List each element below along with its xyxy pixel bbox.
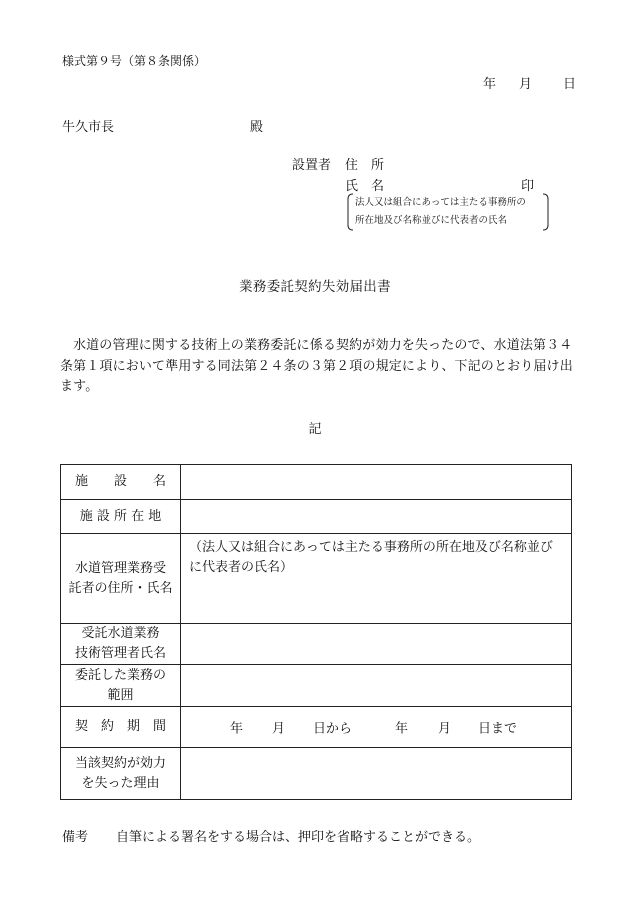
termination-reason-label-line1: 当該契約が効力 <box>74 755 166 771</box>
contractor-label-line2: 託者の住所・氏名 <box>68 580 173 596</box>
applicant-note-line1: 法人又は組合にあっては主たる事務所の <box>355 197 526 208</box>
facility-location-label: 施 設 所 在 地 <box>61 500 181 534</box>
period-to-year: 年 <box>395 721 409 737</box>
notes-text: 自筆による署名をする場合は、押印を省略することができる。 <box>116 830 481 845</box>
period-from-year: 年 <box>230 721 244 737</box>
seal-mark: 印 <box>521 179 535 194</box>
table-row <box>61 465 572 500</box>
termination-reason-label-line2: を失った理由 <box>81 775 160 791</box>
table-row <box>61 665 572 707</box>
document-title: 業務委託契約失効届出書 <box>239 279 391 295</box>
applicant-name-label: 氏 名 <box>345 179 385 194</box>
facility-location-field[interactable] <box>181 500 572 534</box>
applicant-note-line2: 所在地及び名称並びに代表者の氏名 <box>355 215 508 226</box>
table-row <box>61 707 572 748</box>
table-row <box>61 624 572 665</box>
contract-period-label: 契 約 期 間 <box>61 707 181 748</box>
tech-manager-field[interactable] <box>181 624 572 665</box>
table-row <box>61 534 572 624</box>
facility-name-field[interactable] <box>181 465 572 500</box>
contractor-label-line1: 水道管理業務受 <box>74 560 166 576</box>
honorific: 殿 <box>250 120 264 135</box>
table-row <box>61 500 572 534</box>
applicant-note-bracket <box>347 192 549 232</box>
tech-manager-label <box>61 624 181 665</box>
contractor-field[interactable] <box>181 534 572 624</box>
period-to-day: 日まで <box>478 721 518 737</box>
date-month-label: 月 <box>519 77 533 92</box>
period-from-day: 日から <box>313 721 353 737</box>
scope-field[interactable] <box>181 665 572 707</box>
ki-heading: 記 <box>308 422 322 437</box>
termination-reason-field[interactable] <box>181 748 572 800</box>
applicant-address-label: 住 所 <box>345 158 385 173</box>
scope-label <box>61 665 181 707</box>
date-year-label: 年 <box>483 77 497 92</box>
table-row <box>61 748 572 800</box>
contractor-note: （法人又は組合にあっては主たる事務所の所在地及び名称並びに代表者の氏名） <box>189 540 553 575</box>
period-to-month: 月 <box>438 721 452 737</box>
tech-manager-label-line2: 技術管理者氏名 <box>74 646 166 661</box>
document-body: 水道の管理に関する技術上の業務委託に係る契約が効力を失ったので、水道法第３４条第１項において準用する同法第２４条の３第２項の規定により、下記のとおり届け出ます。 <box>60 338 573 394</box>
scope-label-line2: 範囲 <box>107 687 134 703</box>
contractor-label <box>61 534 181 624</box>
tech-manager-label-line1: 受託水道業務 <box>81 626 160 641</box>
applicant-role-label: 設置者 <box>292 158 332 173</box>
details-table <box>60 464 572 800</box>
form-number: 様式第９号（第８条関係） <box>62 54 207 68</box>
facility-name-label: 施 設 名 <box>61 465 181 500</box>
addressee: 牛久市長 <box>62 120 115 135</box>
scope-label-line1: 委託した業務の <box>74 667 166 683</box>
contract-period-field[interactable] <box>181 707 572 748</box>
termination-reason-label <box>61 748 181 800</box>
notes-label: 備考 <box>62 830 89 845</box>
date-day-label: 日 <box>563 77 577 92</box>
period-from-month: 月 <box>272 721 286 737</box>
